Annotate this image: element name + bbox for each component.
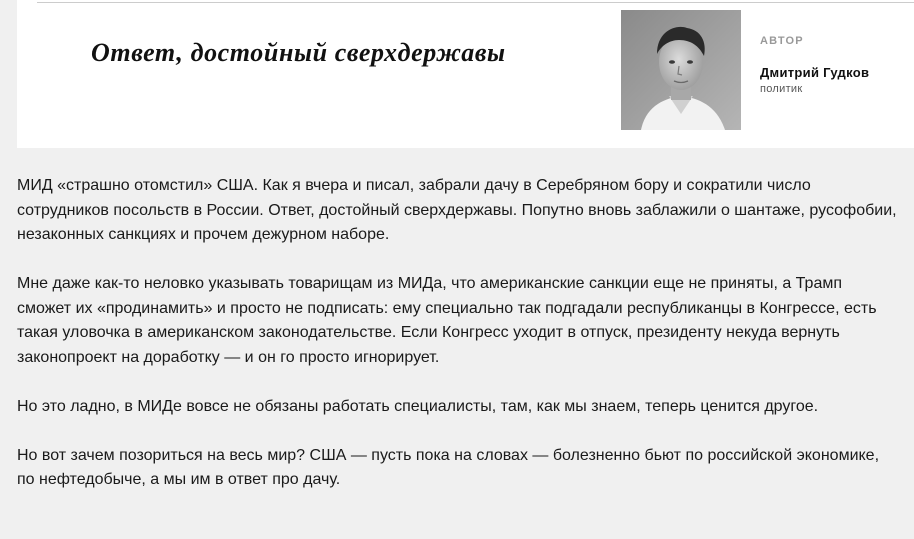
article-paragraph: Но вот зачем позориться на весь мир? США — пусть пока на словах — болезненно бьют по российской экономике, по нефтедобыче, а мы им в ответ про дачу. [17, 446, 880, 488]
article-headline: Ответ, достойный сверхдержавы [91, 38, 506, 67]
article-body [17, 174, 897, 517]
author-name-link[interactable]: Дмитрий Гудков [760, 65, 870, 80]
author-kicker: АВТОР [760, 35, 804, 47]
author-portrait-image [621, 10, 741, 130]
article-paragraph: Мне даже как-то неловко указывать товарищам из МИДа, что американские санкции еще не приняты, а Трамп сможет их «продинамить» и просто не подписать: ему специально так подгадали республиканцы в Конгрессе, есть такая уловочка в американском законодательстве. Если Конгресс уходит в отпуск, президенту некуда вернуть законопроект на доработку — и он го просто игнорирует. [17, 275, 877, 366]
author-role: политик [760, 83, 803, 95]
article-paragraph: МИД «страшно отомстил» США. Как я вчера и писал, забрали дачу в Серебряном бору и сократили число сотрудников посольств в России. Ответ, достойный сверхдержавы. Попутно вновь заблажили о шантаже, русофобии, незаконных санкциях и прочем дежурном наборе. [17, 177, 897, 243]
article-paragraph: Но это ладно, в МИДе вовсе не обязаны работать специалисты, там, как мы знаем, теперь ценится другое. [17, 397, 819, 415]
divider [37, 2, 914, 3]
author-photo[interactable] [621, 10, 741, 130]
article-header [17, 0, 914, 148]
